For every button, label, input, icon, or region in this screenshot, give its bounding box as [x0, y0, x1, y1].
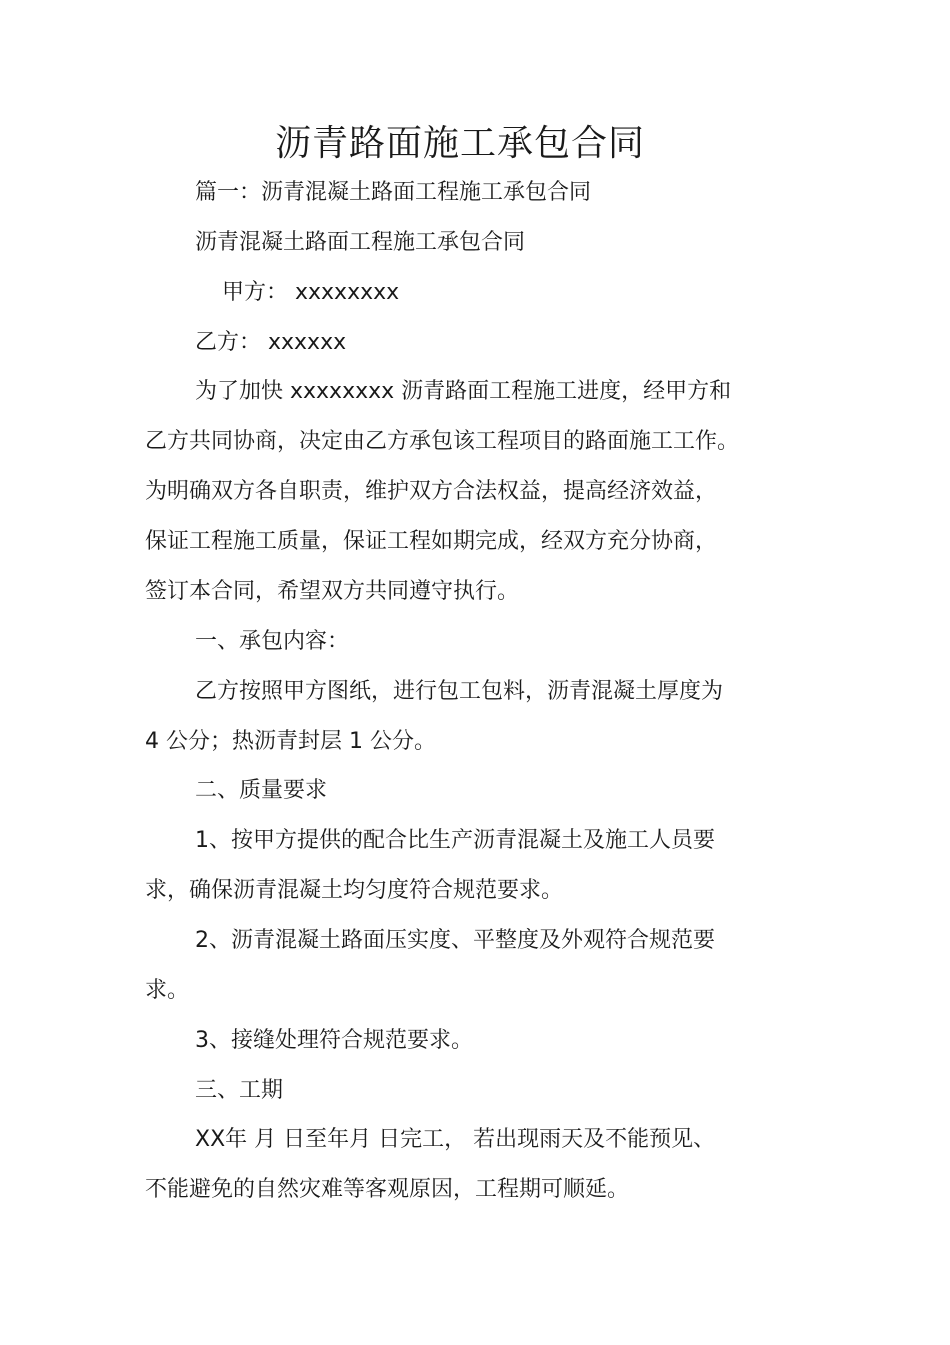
preamble-line-5: 签订本合同，希望双方共同遵守执行。 [145, 579, 520, 604]
scope-line-2: 4 公分；热沥青封层 1 公分。 [145, 729, 436, 754]
quality-item-2-line-1: 2、沥青混凝土路面压实度、平整度及外观符合规范要 [195, 928, 715, 953]
party-a-line: 甲方： xxxxxxxx [222, 280, 400, 305]
section-heading-schedule: 三、工期 [195, 1078, 284, 1103]
quality-item-2-line-2: 求。 [145, 978, 190, 1003]
subtitle-line: 篇一：沥青混凝土路面工程施工承包合同 [195, 180, 592, 205]
preamble-line-3: 为明确双方各自职责，维护双方合法权益，提高经济效益， [145, 479, 718, 504]
preamble-line-4: 保证工程施工质量，保证工程如期完成，经双方充分协商， [145, 529, 718, 554]
quality-item-3: 3、接缝处理符合规范要求。 [195, 1028, 473, 1053]
quality-item-1-line-2: 求，确保沥青混凝土均匀度符合规范要求。 [145, 878, 564, 903]
contract-name-line: 沥青混凝土路面工程施工承包合同 [195, 230, 526, 255]
preamble-line-1: 为了加快 xxxxxxxx 沥青路面工程施工进度，经甲方和 [195, 379, 732, 404]
schedule-line-1: XX年 月 日至年月 日完工， 若出现雨天及不能预见、 [195, 1127, 716, 1152]
section-heading-quality: 二、质量要求 [195, 778, 328, 803]
preamble-line-2: 乙方共同协商，决定由乙方承包该工程项目的路面施工工作。 [145, 429, 740, 454]
quality-item-1-line-1: 1、按甲方提供的配合比生产沥青混凝土及施工人员要 [195, 828, 715, 853]
party-b-line: 乙方： xxxxxx [195, 330, 347, 355]
section-heading-scope: 一、承包内容： [195, 629, 350, 654]
scope-line-1: 乙方按照甲方图纸，进行包工包料，沥青混凝土厚度为 [195, 679, 724, 704]
schedule-line-2: 不能避免的自然灾难等客观原因，工程期可顺延。 [145, 1177, 630, 1202]
document-title: 沥青路面施工承包合同 [274, 123, 645, 164]
